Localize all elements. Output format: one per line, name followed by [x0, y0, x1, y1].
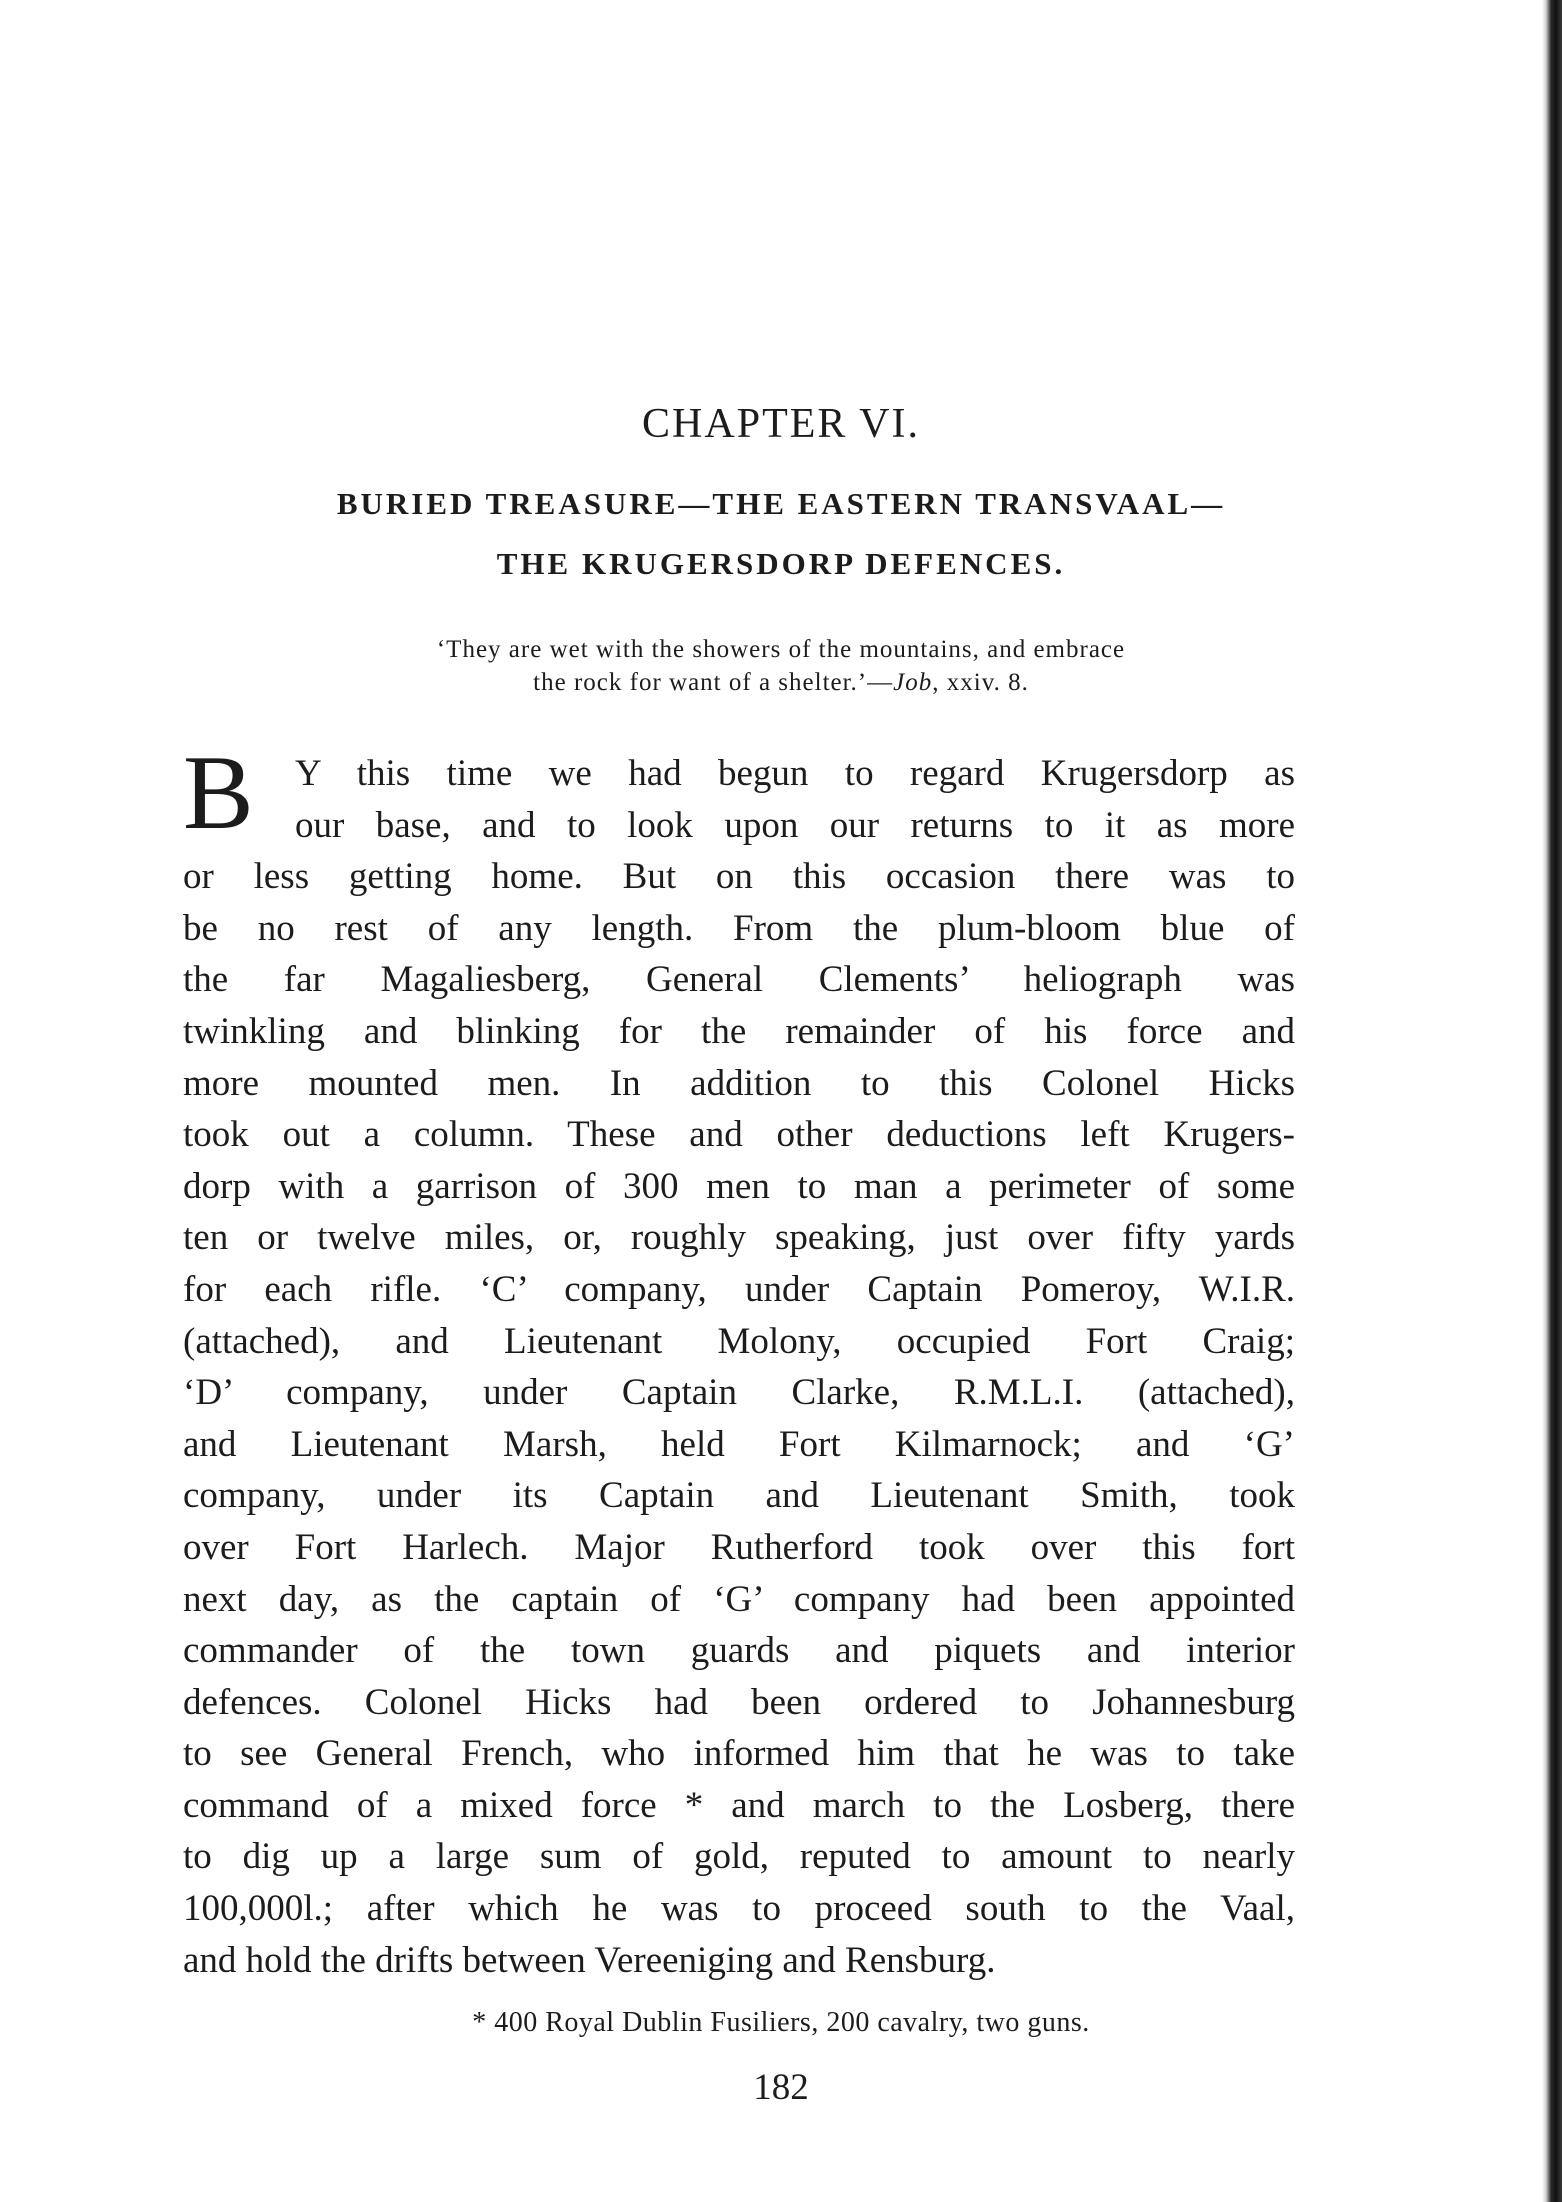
body-line: (attached), and Lieutenant Molony, occupied Fort Craig; [183, 1320, 1295, 1362]
body-line: be no rest of any length. From the plum-bloom blue of [183, 907, 1295, 949]
page-edge-shadow [1542, 0, 1562, 2202]
body-line: our base, and to look upon our returns to it as more [295, 804, 1295, 846]
body-line: to dig up a large sum of gold, reputed to amount to nearly [183, 1836, 1295, 1878]
body-line: Y this time we had begun to regard Krugersdorp as [295, 753, 1295, 794]
body-line: 100,000l.; after which he was to proceed south to the Vaal, [183, 1888, 1295, 1930]
body-line: ten or twelve miles, or, roughly speaking, just over fifty yards [183, 1217, 1295, 1259]
body-line: defences. Colonel Hicks had been ordered to Johannesburg [183, 1681, 1295, 1723]
body-line: commander of the town guards and piquets and interior [183, 1630, 1295, 1672]
epigraph-line-1: ‘They are wet with the showers of the mountains, and embrace [436, 636, 1126, 663]
footnote: * 400 Royal Dublin Fusiliers, 200 cavalry, two guns. [472, 2007, 1090, 2038]
body-line: over Fort Harlech. Major Rutherford took over this fort [183, 1526, 1295, 1568]
body-line: and hold the drifts between Vereeniging and Rensburg. [183, 1939, 996, 1981]
body-line: the far Magaliesberg, General Clements’ heliograph was [183, 959, 1295, 1001]
body-line: took out a column. These and other deductions left Krugers- [183, 1114, 1295, 1156]
body-line: to see General French, who informed him that he was to take [183, 1733, 1295, 1775]
body-line: command of a mixed force * and march to the Losberg, there [183, 1784, 1295, 1826]
chapter-title: CHAPTER VI. [642, 401, 920, 447]
body-line: next day, as the captain of ‘G’ company had been appointed [183, 1578, 1295, 1620]
body-line: for each rifle. ‘C’ company, under Captain Pomeroy, W.I.R. [183, 1268, 1295, 1310]
epigraph-quote-end: the rock for want of a shelter.’— [533, 669, 894, 696]
body-text [183, 748, 1295, 1986]
chapter-subtitle-line-1: BURIED TREASURE—THE EASTERN TRANSVAAL— [336, 486, 1226, 521]
drop-cap: B [183, 734, 254, 851]
epigraph-source: Job [893, 669, 933, 696]
body-line: more mounted men. In addition to this Colonel Hicks [183, 1062, 1295, 1104]
chapter-subtitle-line-2: THE KRUGERSDORP DEFENCES. [496, 546, 1066, 581]
epigraph-reference: , xxiv. 8. [932, 669, 1029, 696]
body-line: ‘D’ company, under Captain Clarke, R.M.L.I. (attached), [183, 1372, 1295, 1414]
epigraph-line-2 [0, 669, 1562, 697]
body-line: and Lieutenant Marsh, held Fort Kilmarnock; and ‘G’ [183, 1423, 1295, 1465]
body-line: company, under its Captain and Lieutenant Smith, took [183, 1475, 1295, 1517]
page-number: 182 [753, 2067, 809, 2108]
body-line: dorp with a garrison of 300 men to man a perimeter of some [183, 1165, 1295, 1207]
body-line: or less getting home. But on this occasion there was to [183, 856, 1295, 898]
body-line: twinkling and blinking for the remainder of his force and [183, 1010, 1295, 1052]
